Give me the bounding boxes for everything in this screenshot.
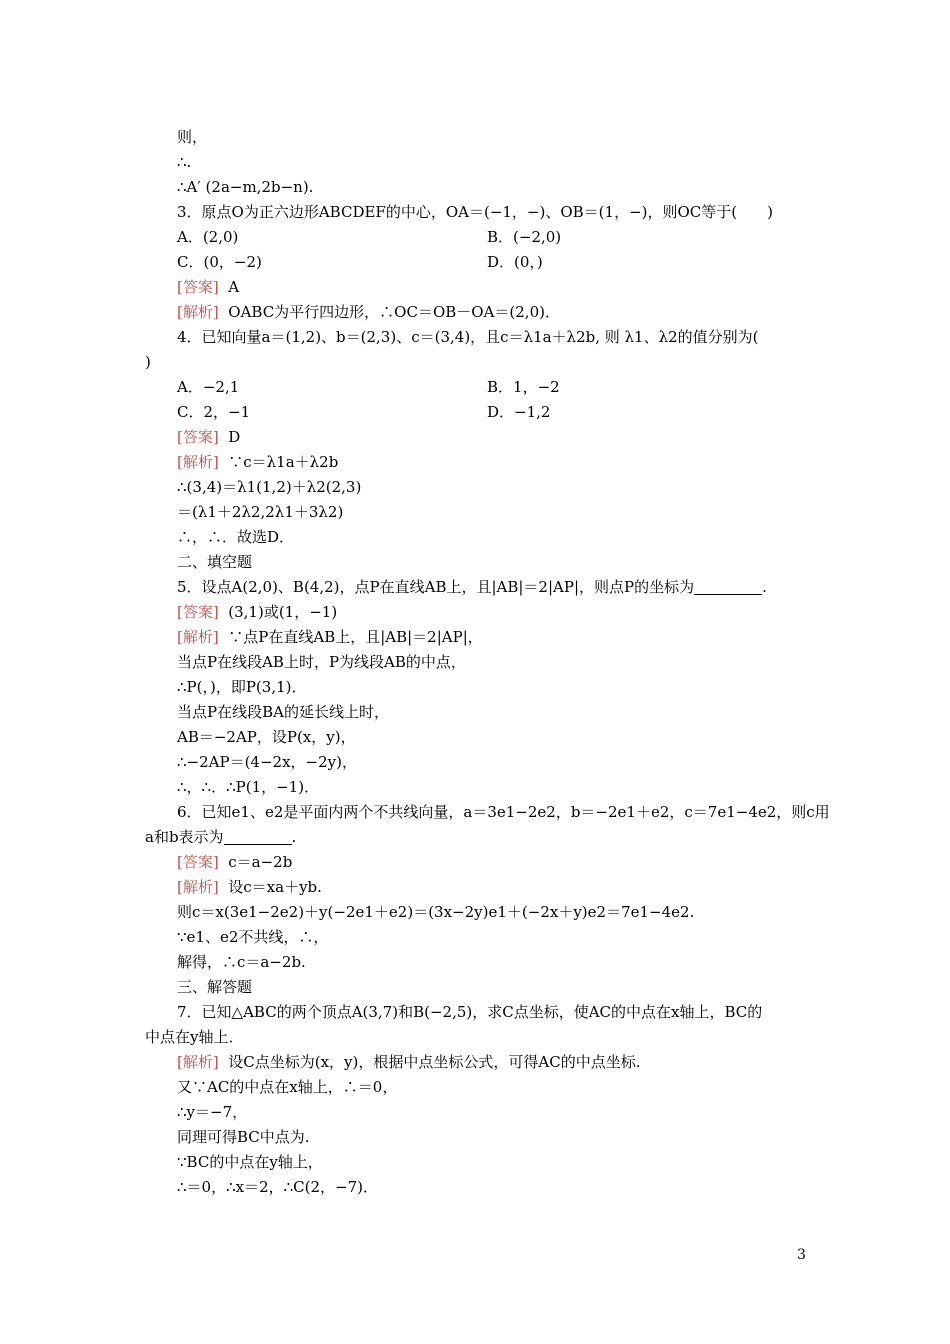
text-line: ＝(λ1＋2λ2,2λ1＋3λ2)	[177, 503, 344, 521]
analysis-tag: [解析]	[177, 878, 219, 896]
answer-value: c＝a−2b	[228, 853, 293, 871]
analysis-tag: [解析]	[177, 628, 219, 646]
question-6: 6．已知e1、e2是平面内两个不共线向量，a＝3e1−2e2，b＝−2e1＋e2，c＝7e1−4e2，则c用	[177, 803, 830, 821]
analysis-tag: [解析]	[177, 303, 219, 321]
analysis-tag: [解析]	[177, 453, 219, 471]
question-3: 3．原点O为正六边形ABCDEF的中心，OA＝(−1，−)、OB＝(1，−)，则OC等于( )	[177, 203, 773, 221]
text-line: 则，	[177, 128, 208, 146]
text-line: ∴P(，)，即P(3,1)．	[177, 678, 307, 696]
answer-value: A	[228, 278, 240, 296]
answer-value: D	[228, 428, 241, 446]
question-end: .	[762, 578, 767, 596]
option-b: B．1，−2	[487, 378, 560, 396]
section-heading: 二、填空题	[177, 553, 253, 571]
answer-value: (3,1)或(1，−1)	[228, 603, 338, 621]
question-7-continued: 中点在y轴上．	[145, 1028, 244, 1046]
answer-blank	[224, 830, 292, 845]
text-line: 当点P在线段AB上时，P为线段AB的中点，	[177, 653, 466, 671]
text-line: ∴，∴．∴P(1，−1)．	[177, 778, 320, 796]
text-line: ∴A′ (2a−m,2b−n).	[177, 178, 314, 196]
text-line: ∴−2AP＝(4−2x，−2y)，	[177, 753, 357, 771]
option-a: A．−2,1	[177, 378, 240, 396]
text-line: ∵e1、e2不共线，∴，	[177, 928, 329, 946]
question-7: 7．已知△ABC的两个顶点A(3,7)和B(−2,5)，求C点坐标，使AC的中点在x轴上，BC的	[177, 1003, 763, 1021]
answer-line	[177, 276, 239, 298]
analysis-text: 设c＝xa＋yb.	[228, 878, 322, 896]
analysis-text: OABC为平行四边形，∴OC＝OB－OA＝(2,0)．	[228, 303, 560, 321]
analysis-line	[177, 876, 322, 898]
answer-tag: [答案]	[177, 853, 219, 871]
option-a: A．(2,0)	[177, 228, 239, 246]
option-c: C．2，−1	[177, 403, 251, 421]
question-end: .	[291, 828, 297, 846]
answer-tag: [答案]	[177, 428, 219, 446]
analysis-text: ∵点P在直线AB上，且|AB|＝2|AP|，	[228, 628, 483, 646]
page-number: 3	[797, 1247, 806, 1263]
answer-blank	[694, 580, 762, 595]
analysis-line	[177, 626, 483, 648]
question-4-continued: )	[145, 353, 151, 371]
question-text: 5．设点A(2,0)、B(4,2)，点P在直线AB上，且|AB|＝2|AP|，则点P的坐标为	[177, 578, 695, 596]
text-line: 又∵AC的中点在x轴上，∴＝0，	[177, 1078, 398, 1096]
question-text: a和b表示为	[145, 828, 224, 846]
analysis-text: ∵c＝λ1a＋λ2b	[228, 453, 339, 471]
question-6-continued	[145, 826, 296, 848]
text-line: 解得，∴c＝a−2b.	[177, 953, 306, 971]
question-4: 4．已知向量a＝(1,2)、b＝(2,3)、c＝(3,4)，且c＝λ1a＋λ2b, 则 λ1、λ2的值分别为(	[177, 328, 759, 346]
analysis-text: 设C点坐标为(x，y)，根据中点坐标公式，可得AC的中点坐标.	[228, 1053, 641, 1071]
text-line: ∴，∴．故选D．	[177, 528, 295, 546]
text-line: AB＝−2AP，设P(x，y)，	[177, 728, 356, 746]
answer-line	[177, 426, 240, 448]
text-line: ∵BC的中点在y轴上，	[177, 1153, 323, 1171]
analysis-line	[177, 1051, 640, 1073]
answer-tag: [答案]	[177, 278, 219, 296]
text-line: ∴y＝−7，	[177, 1103, 248, 1121]
question-5	[177, 576, 767, 598]
text-line: 同理可得BC中点为.	[177, 1128, 310, 1146]
text-line: ∴(3,4)＝λ1(1,2)＋λ2(2,3)	[177, 478, 362, 496]
option-c: C．(0，−2)	[177, 253, 262, 271]
answer-line	[177, 851, 292, 873]
option-b: B．(−2,0)	[487, 228, 562, 246]
analysis-line	[177, 301, 560, 323]
text-line: 则c＝x(3e1−2e2)＋y(−2e1＋e2)＝(3x−2y)e1＋(−2x＋y)e2＝7e1−4e2.	[177, 903, 695, 921]
section-heading: 三、解答题	[177, 978, 253, 996]
analysis-tag: [解析]	[177, 1053, 219, 1071]
text-line: ∴.	[177, 153, 192, 171]
option-d: D．(0，)	[487, 253, 543, 271]
analysis-line	[177, 451, 338, 473]
answer-tag: [答案]	[177, 603, 219, 621]
text-line: ∴＝0，∴x＝2，∴C(2，−7)．	[177, 1178, 379, 1196]
answer-line	[177, 601, 337, 623]
option-d: D．−1,2	[487, 403, 551, 421]
text-line: 当点P在线段BA的延长线上时，	[177, 703, 389, 721]
